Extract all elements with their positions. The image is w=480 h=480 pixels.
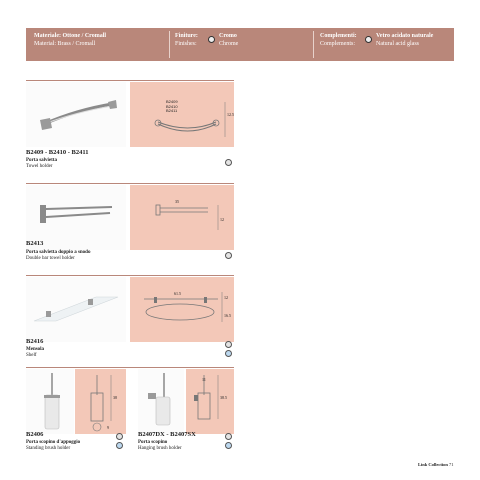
- page-number: 71: [449, 462, 454, 467]
- product-name-en: Towel holder: [26, 164, 53, 169]
- product-code: B2406: [26, 431, 44, 438]
- divider: [26, 367, 234, 368]
- drawing-codes: B2409 B2410 B2411: [166, 99, 178, 113]
- glass-finish-icon: [225, 442, 232, 449]
- dim-label: 35: [175, 199, 179, 204]
- divider: [26, 80, 234, 81]
- finish-value-cell: [219, 32, 238, 48]
- finish-value: Cromo: [219, 33, 237, 39]
- finish-cell: [175, 32, 198, 48]
- hanging-brush-holder-drawing: [186, 369, 234, 434]
- product-name-en: Shelf: [26, 353, 37, 358]
- product-name: Porta scopino d'appoggio: [26, 440, 81, 445]
- hanging-brush-holder-photo: [138, 369, 184, 434]
- compl-label: Complementi:: [320, 33, 357, 39]
- compl-label-en: Complements:: [320, 41, 355, 47]
- dim-label: 11: [202, 377, 206, 382]
- materials-label-en: Material: Brass / Cromall: [34, 41, 96, 47]
- compl-value: Vetro acidato naturale: [376, 33, 434, 39]
- dim-label: 12: [220, 217, 224, 222]
- materials-label: Materiale: Ottone / Cromall: [34, 33, 107, 39]
- product-name: Porta salvietta doppio a snodo: [26, 250, 91, 255]
- materials-cell: [34, 32, 106, 48]
- product-code: B2413: [26, 240, 44, 247]
- glass-finish-icon: [116, 442, 123, 449]
- dim-label: 38: [113, 395, 117, 400]
- product-name: Porta scopino: [138, 440, 168, 445]
- chrome-finish-icon: [225, 159, 232, 166]
- finish-label-en: Finishes:: [175, 41, 197, 47]
- dim-label: 16.5: [224, 313, 231, 318]
- header-divider: [169, 31, 170, 58]
- dim-label: 38.5: [220, 395, 227, 400]
- product-name-en: Hanging brush holder: [138, 446, 182, 451]
- finish-value-en: Chrome: [219, 41, 239, 47]
- dim-label: 12.5: [227, 112, 234, 117]
- product-code: B2416: [26, 338, 44, 345]
- chrome-finish-icon: [225, 341, 232, 348]
- chrome-finish-icon: [225, 433, 232, 440]
- glass-swatch-icon: [365, 36, 372, 43]
- finish-label: Finiture:: [175, 33, 198, 39]
- compl-value-en: Natural acid glass: [376, 41, 419, 47]
- dim-label: 61.5: [174, 291, 181, 296]
- product-name-en: Double bar towel holder: [26, 256, 75, 261]
- double-towel-holder-drawing: [130, 185, 234, 250]
- materials-header: [26, 28, 454, 61]
- chrome-finish-icon: [116, 433, 123, 440]
- chrome-swatch-icon: [208, 36, 215, 43]
- product-name: Porta salvietta: [26, 158, 57, 163]
- compl-value-cell: [376, 32, 433, 48]
- chrome-finish-icon: [225, 252, 232, 259]
- divider: [26, 183, 234, 184]
- header-divider: [313, 31, 314, 58]
- towel-holder-drawing: [130, 82, 234, 147]
- collection-name: Link Collection: [418, 462, 448, 467]
- product-name: Mensola: [26, 347, 45, 352]
- compl-cell: [320, 32, 357, 48]
- standing-brush-holder-photo: [26, 369, 74, 434]
- product-code: B2409 - B2410 - B2411: [26, 149, 89, 156]
- shelf-drawing: [130, 277, 234, 342]
- glass-finish-icon: [225, 350, 232, 357]
- product-code: B2407DX - B2407SX: [138, 431, 196, 438]
- shelf-photo: [26, 277, 126, 342]
- dim-label: 12: [224, 295, 228, 300]
- towel-holder-photo: [26, 82, 126, 147]
- dim-label: 9: [107, 425, 109, 430]
- page-footer: [418, 462, 454, 467]
- standing-brush-holder-drawing: [75, 369, 126, 434]
- divider: [26, 275, 234, 276]
- product-name-en: Standing brush holder: [26, 446, 71, 451]
